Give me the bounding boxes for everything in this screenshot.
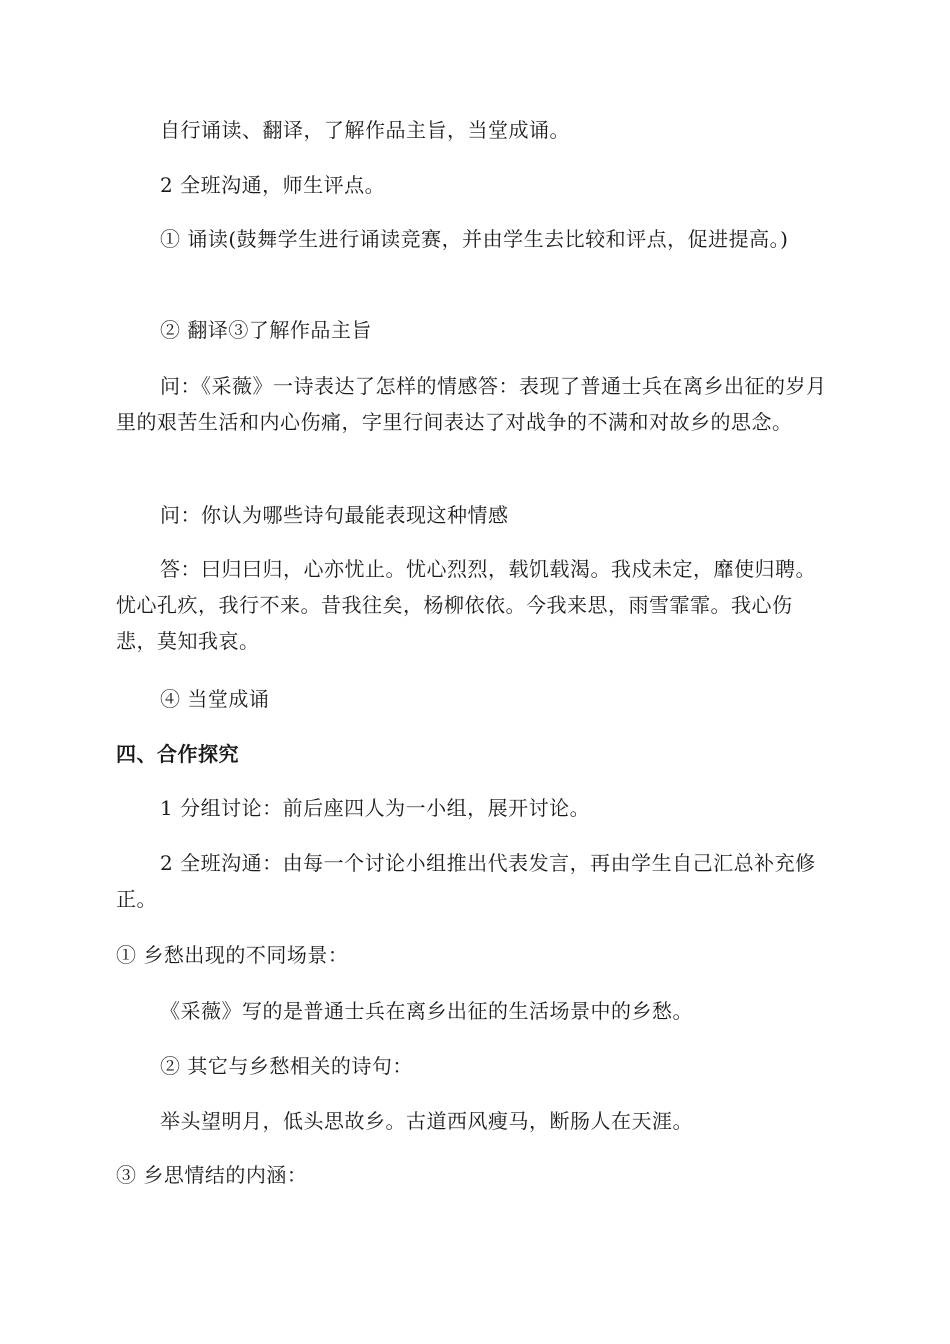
paragraph-related-verses-label: ② 其它与乡愁相关的诗句：: [160, 1054, 413, 1078]
paragraph-recitation: ① 诵读(鼓舞学生进行诵读竞赛，并由学生去比较和评点，促进提高。): [160, 227, 789, 251]
paragraph-homesick-meaning: ③ 乡思情结的内涵：: [116, 1163, 308, 1187]
paragraph-translation-theme: ② 翻译③了解作品主旨: [160, 318, 372, 342]
paragraph-question-lines: 问：你认为哪些诗句最能表现这种情感: [160, 503, 509, 527]
paragraph-group-discussion: 1 分组讨论：前后座四人为一小组，展开讨论。: [160, 796, 591, 820]
paragraph-recite-in-class: ④ 当堂成诵: [160, 687, 270, 711]
paragraph-homesick-scenes: ① 乡愁出现的不同场景：: [116, 943, 349, 967]
section-heading-cooperative-inquiry: 四、合作探究: [116, 742, 239, 766]
paragraph-answer-lines: 答：曰归曰归，心亦忧止。忧心烈烈，载饥载渴。我戍未定，靡使归聘。忧心孔疚，我行不来。昔我往矣，杨柳依依。今我来思，雨雪霏霏。我心伤悲，莫知我哀。: [116, 557, 816, 653]
paragraph-question-emotion: 问：《采薇》一诗表达了怎样的情感答：表现了普通士兵在离乡出征的岁月里的艰苦生活和内心伤痛，字里行间表达了对战争的不满和对故乡的思念。: [116, 374, 827, 434]
paragraph-related-verses: 举头望明月，低头思故乡。古道西风瘦马，断肠人在天涯。: [160, 1109, 693, 1133]
paragraph-recite-translate: 自行诵读、翻译，了解作品主旨，当堂成诵。: [160, 118, 570, 142]
paragraph-caiwei-scene: 《采薇》写的是普通士兵在离乡出征的生活场景中的乡愁。: [160, 999, 693, 1023]
paragraph-class-communication: 2 全班沟通，师生评点。: [160, 173, 386, 197]
paragraph-class-summary: 2 全班沟通：由每一个讨论小组推出代表发言，再由学生自己汇总补充修正。: [116, 851, 816, 911]
